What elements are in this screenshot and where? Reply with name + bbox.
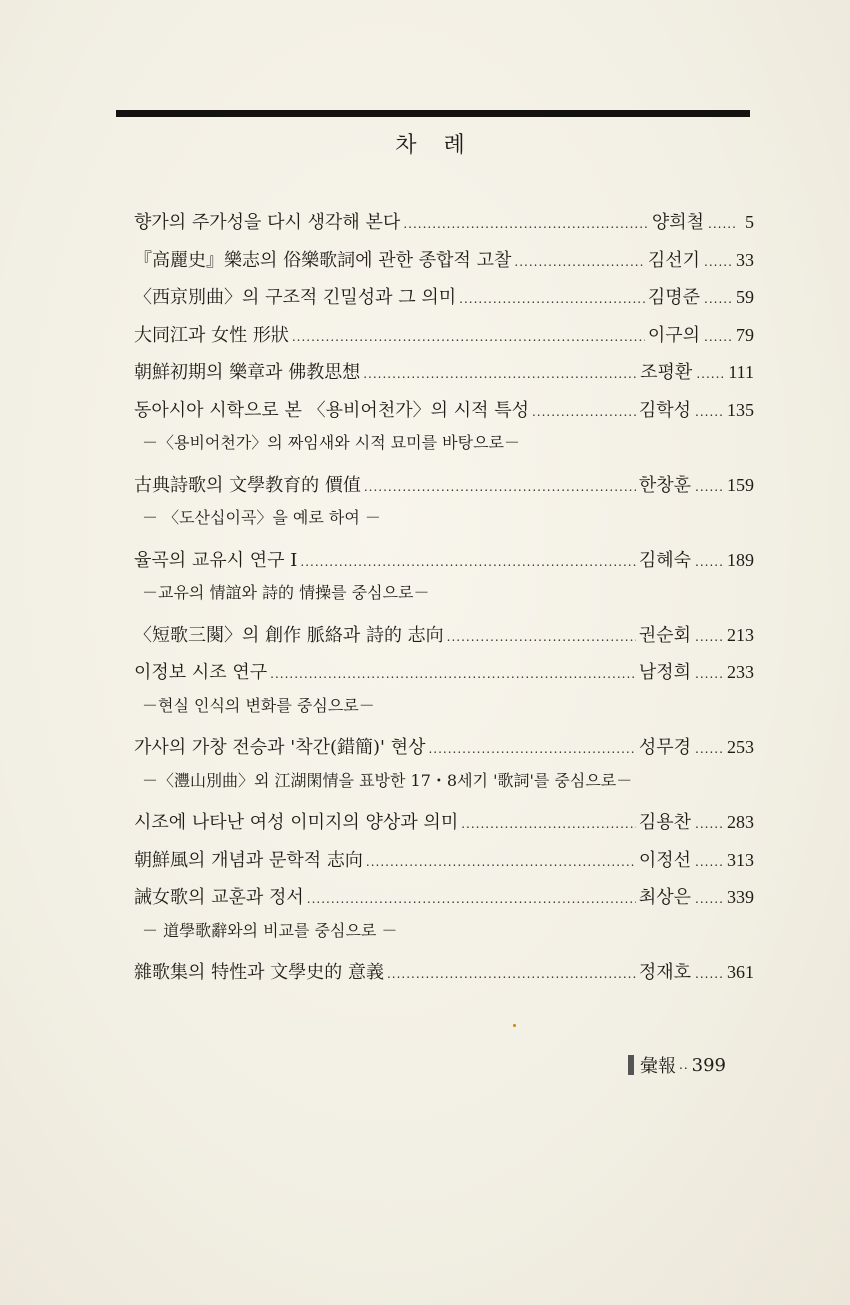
entry-author: 김혜숙 xyxy=(638,549,691,571)
toc-entry xyxy=(134,958,754,996)
toc-entry xyxy=(134,883,754,921)
entry-author: 김용찬 xyxy=(638,812,691,833)
toc-entry xyxy=(134,546,754,584)
entry-author: 정재호 xyxy=(638,962,691,983)
appendix-marker xyxy=(628,1055,634,1075)
dot-leader xyxy=(307,892,636,906)
entry-page-number: 111 xyxy=(728,362,754,382)
toc-entry xyxy=(134,208,754,246)
entry-title: 가사의 가창 전승과 '착간(錯簡)' 현상 xyxy=(134,737,426,758)
dot-leader-short xyxy=(696,367,726,381)
dot-leader xyxy=(300,555,635,569)
entry-subtitle: －〈灃山別曲〉외 江湖閑情을 표방한 17・8세기 '歌詞'를 중심으로－ xyxy=(142,770,633,790)
dot-leader-short xyxy=(704,255,734,269)
entry-title: 誡女歌의 교훈과 정서 xyxy=(134,887,304,908)
dot-leader xyxy=(514,255,644,269)
entry-title: 朝鮮初期의 樂章과 佛教思想 xyxy=(134,362,361,383)
toc-entry xyxy=(134,808,754,846)
entry-author: 권순회 xyxy=(638,624,691,646)
toc-entry xyxy=(134,621,754,659)
entry-page-number: 283 xyxy=(727,812,754,832)
entry-author: 한창훈 xyxy=(638,474,691,496)
toc-entry xyxy=(134,358,754,396)
entry-page-number: 59 xyxy=(736,287,754,307)
entry-subtitle: － 〈도산십이곡〉을 예로 하여 － xyxy=(142,508,381,527)
dot-leader xyxy=(364,480,636,494)
entry-title: 『高麗史』樂志의 俗樂歌詞에 관한 종합적 고찰 xyxy=(134,249,512,271)
entry-page-number: 233 xyxy=(727,662,754,682)
entry-author: 양희철 xyxy=(651,212,704,233)
entry-title: 大同江과 女性 形狀 xyxy=(134,324,289,346)
paper-speck xyxy=(513,1024,516,1027)
toc-entry xyxy=(134,283,754,321)
toc-entry xyxy=(134,846,754,884)
toc-title: 차 례 xyxy=(395,133,475,158)
toc-entry xyxy=(134,321,754,359)
dot-leader xyxy=(447,630,636,644)
entry-author: 이정선 xyxy=(638,849,691,871)
dot-leader xyxy=(270,667,636,681)
dot-leader-short xyxy=(704,330,734,344)
toc-entry xyxy=(134,246,754,284)
dot-leader-short xyxy=(695,405,725,419)
dot-leader-short xyxy=(695,480,725,494)
top-rule xyxy=(116,110,750,117)
entry-author: 남정희 xyxy=(638,662,691,683)
dot-leader-short xyxy=(695,967,725,981)
dot-leader-short xyxy=(695,555,725,569)
entry-author: 조평환 xyxy=(640,362,693,383)
appendix-entry xyxy=(628,1052,726,1078)
entry-title: 시조에 나타난 여성 이미지의 양상과 의미 xyxy=(134,812,459,833)
toc-list xyxy=(134,208,754,996)
entry-author: 김학성 xyxy=(638,399,691,421)
dot-leader-short xyxy=(708,217,738,231)
entry-page-number: 213 xyxy=(727,624,754,645)
entry-title: 동아시아 시학으로 본 〈용비어천가〉의 시적 특성 xyxy=(134,399,529,421)
dot-leader xyxy=(459,292,645,306)
dot-leader-short xyxy=(695,630,725,644)
dot-leader xyxy=(366,855,636,869)
entry-page-number: 33 xyxy=(736,249,754,270)
dot-leader xyxy=(403,217,649,231)
entry-title: 雜歌集의 特性과 文學史的 意義 xyxy=(134,962,384,983)
entry-page-number: 361 xyxy=(727,962,754,982)
entry-subtitle: －〈용비어천가〉의 짜임새와 시적 묘미를 바탕으로－ xyxy=(142,433,521,452)
toc-entry xyxy=(134,471,754,509)
dot-leader xyxy=(428,742,635,756)
dot-leader xyxy=(532,405,636,419)
entry-page-number: 5 xyxy=(745,212,754,232)
entry-title: 향가의 주가성을 다시 생각해 본다 xyxy=(134,212,401,233)
entry-page-number: 313 xyxy=(727,849,754,870)
entry-page-number: 159 xyxy=(727,474,754,495)
entry-title: 〈短歌三闋〉의 創作 脈絡과 詩的 志向 xyxy=(134,624,444,646)
entry-title: 古典詩歌의 文學教育的 價值 xyxy=(134,474,361,496)
entry-page-number: 253 xyxy=(727,737,754,757)
appendix-leader xyxy=(679,1058,689,1072)
entry-author: 이구의 xyxy=(647,324,700,346)
entry-page-number: 339 xyxy=(727,887,754,907)
entry-author: 최상은 xyxy=(638,887,691,908)
dot-leader xyxy=(363,367,637,381)
dot-leader-short xyxy=(695,892,725,906)
entry-subtitle: － 道學歌辭와의 비교를 중심으로 － xyxy=(142,920,398,940)
entry-author: 김명준 xyxy=(647,287,700,308)
entry-page-number: 135 xyxy=(727,399,754,420)
entry-subtitle: －교유의 情誼와 詩的 情操를 중심으로－ xyxy=(142,583,430,602)
entry-author: 성무경 xyxy=(638,737,691,758)
entry-subtitle: －현실 인식의 변화를 중심으로－ xyxy=(142,695,375,715)
entry-title: 〈西京別曲〉의 구조적 긴밀성과 그 의미 xyxy=(134,287,457,308)
appendix-label: 彙報 xyxy=(640,1056,676,1077)
entry-title: 율곡의 교유시 연구 I xyxy=(134,549,298,571)
dot-leader xyxy=(461,817,636,831)
dot-leader-short xyxy=(704,292,734,306)
toc-entry xyxy=(134,733,754,771)
dot-leader-short xyxy=(695,855,725,869)
entry-page-number: 79 xyxy=(736,324,754,345)
entry-title: 朝鮮風의 개념과 문학적 志向 xyxy=(134,849,363,871)
dot-leader-short xyxy=(695,742,725,756)
entry-page-number: 189 xyxy=(727,549,754,570)
dot-leader xyxy=(292,330,645,344)
appendix-page: 399 xyxy=(691,1054,726,1076)
entry-title: 이정보 시조 연구 xyxy=(134,662,268,683)
toc-entry xyxy=(134,396,754,434)
toc-entry xyxy=(134,658,754,696)
entry-author: 김선기 xyxy=(647,249,700,271)
dot-leader-short xyxy=(695,817,725,831)
dot-leader xyxy=(387,967,636,981)
dot-leader-short xyxy=(695,667,725,681)
